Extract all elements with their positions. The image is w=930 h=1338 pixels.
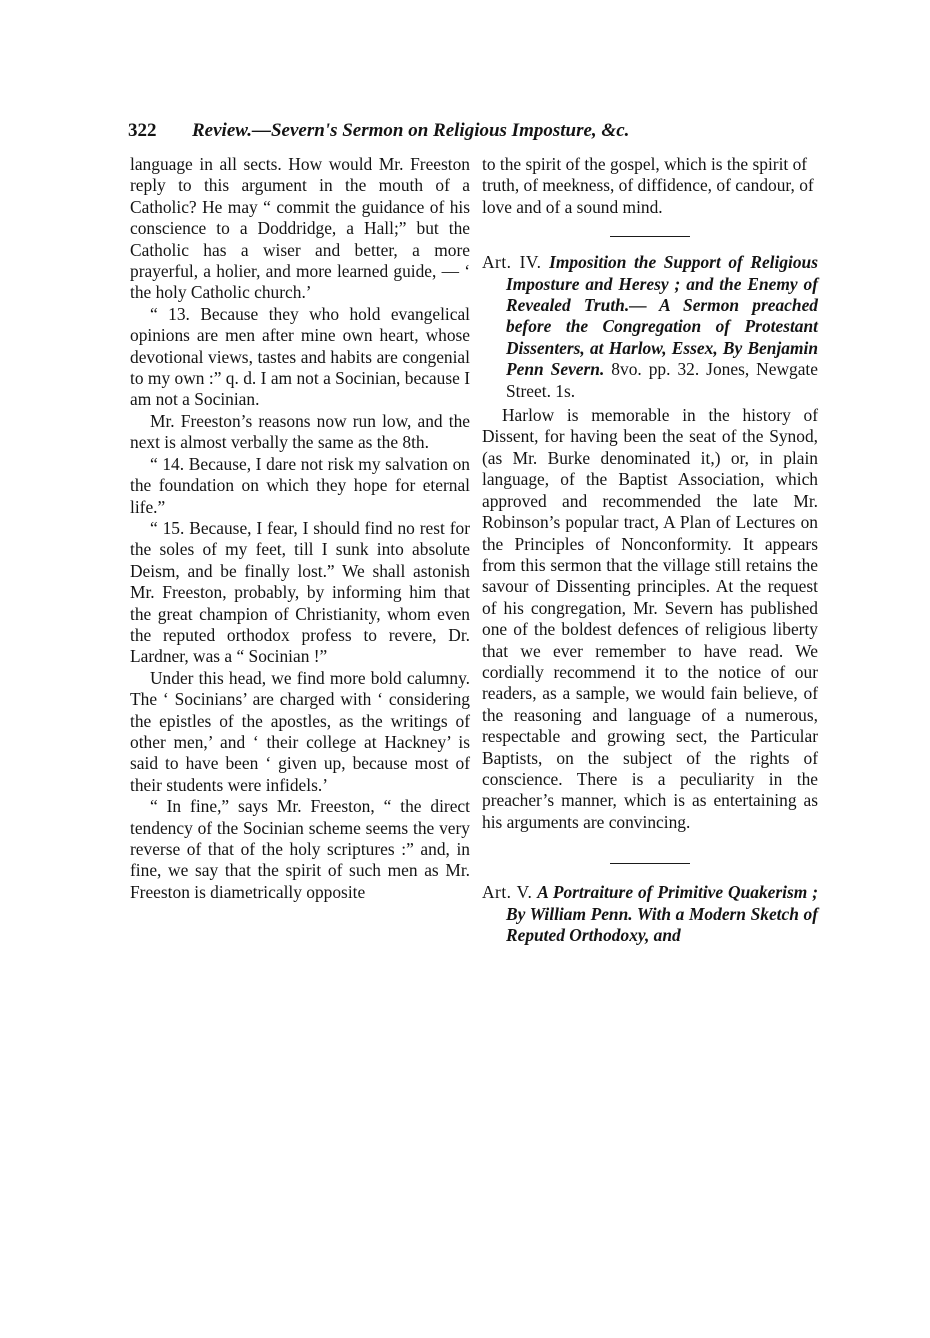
left-column: [130, 154, 470, 903]
right-column: [482, 154, 818, 946]
left-paragraph: Under this head, we find more bold calumny. The ‘ Socinians’ are charged with ‘ considering the epistles of the apostles, as the writings of other men,’ and ‘ their college at Hackney’ is said to have been ‘ given up, because most of their students were infidels.’: [130, 667, 470, 795]
article-v-heading: [482, 882, 818, 946]
left-paragraph: “ 14. Because, I dare not risk my salvation on the foundation on which they hope for eternal life.”: [130, 453, 470, 517]
article-iv-publication: 8vo. pp. 32. Jones, Newgate Street. 1s.: [506, 359, 818, 401]
page-number: 322: [128, 120, 157, 141]
page-header: [128, 116, 808, 146]
article-iv-label: Art. IV.: [482, 252, 542, 273]
article-iv-body: Harlow is memorable in the history of Dissent, for having been the seat of the Synod, (as Mr. Burke denominated it,) or, in plain language, of the Baptist Association, which approved and recommended the late Mr. Robinson’s popular tract, A Plan of Lectures on the Principles of Nonconformity. It appears from this sermon that the village still retains the savour of Dissenting principles. At the request of his congregation, Mr. Severn has published one of the boldest defences of religious liberty that we ever remember to have read. We cordially recommend it to the notice of our readers, as a sample, we would fain believe, of the reasoning and language of a numerous, respectable and growing sect, the Particular Baptists, on the subject of the rights of conscience. There is a peculiarity in the preacher’s manner, which is as entertaining as his arguments are convincing.: [482, 405, 818, 832]
left-paragraph: “ 15. Because, I fear, I should find no rest for the soles of my feet, till I sunk into absolute Deism, and be finally lost.” We shall astonish Mr. Freeston, probably, by informing him that the great champion of Christianity, whom even the reputed orthodox profess to revere, Dr. Lardner, was a “ Socinian !”: [130, 517, 470, 667]
article-iv-title: Imposition the Support of Religious Imposture and Heresy ; and the Enemy of Revealed Truth.— A Sermon preached before the Congregation of Protestant Dissenters, at Harlow, Essex, By Benjamin Penn Severn.: [506, 252, 818, 380]
article-v-label: Art. V.: [482, 882, 533, 903]
section-divider: [610, 236, 690, 237]
running-head: Review.—Severn's Sermon on Religious Imposture, &c.: [192, 120, 630, 141]
article-v-title: A Portraiture of Primitive Quakerism ; By William Penn. With a Modern Sketch of Reputed Orthodoxy, and: [506, 882, 818, 945]
continuation-paragraph: to the spirit of the gospel, which is the spirit of truth, of meekness, of diffidence, of candour, of love and of a sound mind.: [482, 154, 814, 217]
left-paragraph: Mr. Freeston’s reasons now run low, and the next is almost verbally the same as the 8th.: [130, 410, 470, 453]
article-iv-heading: [482, 252, 818, 402]
left-paragraph: “ In fine,” says Mr. Freeston, “ the direct tendency of the Socinian scheme seems the very reverse of that of the holy scriptures :” and, in fine, we say that the spirit of such men as Mr. Freeston is diametrically opposite: [130, 796, 470, 902]
left-paragraph: “ 13. Because they who hold evangelical opinions are men after mine own heart, whose devotional views, tastes and habits are congenial to my own :” q. d. I am not a Socinian, because I am not a Socinian.: [130, 303, 470, 410]
left-paragraph: language in all sects. How would Mr. Freeston reply to this argument in the mouth of a Catholic? He may “ commit the guidance of his conscience to a Doddridge, a Hall;” but the Catholic has a wiser and better, a more prayerful, a holier, and more learned guide, — ‘ the holy Catholic church.’: [130, 154, 470, 303]
section-divider: [610, 863, 690, 864]
